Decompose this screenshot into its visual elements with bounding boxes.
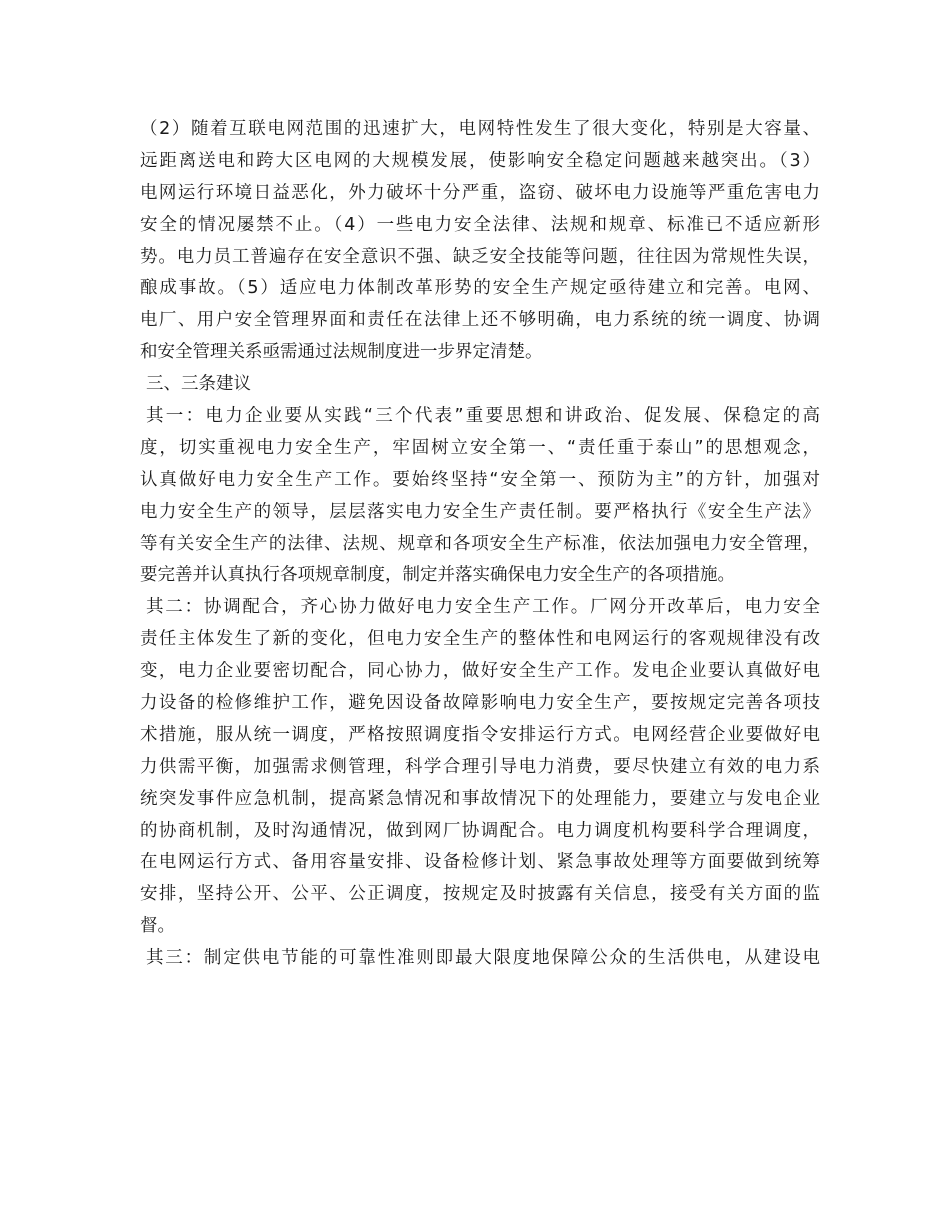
text-line: 要完善并认真执行各项规章制度，制定并落实确保电力安全生产的各项措施。 [140, 565, 735, 586]
text-line: （2）随着互联电网范围的迅速扩大，电网特性发生了很大变化，特别是大容量、 [140, 119, 820, 139]
text-line: 力设备的检修维护工作，避免因设备故障影响电力安全生产，要按规定完善各项技 [140, 693, 820, 714]
text-line: 电力安全生产的领导，层层落实电力安全生产责任制。要严格执行《安全生产法》 [140, 501, 820, 522]
text-line: 和安全管理关系亟需通过法规制度进一步界定清楚。 [140, 342, 543, 363]
text-line: 力供需平衡，加强需求侧管理，科学合理引导电力消费，要尽快建立有效的电力系 [140, 756, 820, 777]
text-line: 势。电力员工普遍存在安全意识不强、缺乏安全技能等问题，往往因为常规性失误， [140, 246, 820, 267]
text-line: 安排，坚持公开、公平、公正调度，按规定及时披露有关信息，接受有关方面的监 [140, 884, 820, 905]
text-line: 术措施，服从统一调度，严格按照调度指令安排运行方式。电网经营企业要做好电 [140, 724, 820, 745]
text-line: 变，电力企业要密切配合，同心协力，做好安全生产工作。发电企业要认真做好电 [140, 661, 820, 682]
text-line: 其一：电力企业要从实践“三个代表”重要思想和讲政治、促发展、保稳定的高 [146, 406, 820, 427]
text-line: 电厂、用户安全管理界面和责任在法律上还不够明确，电力系统的统一调度、协调 [140, 310, 820, 331]
text-line: 等有关安全生产的法律、法规、规章和各项安全生产标准，依法加强电力安全管理， [140, 533, 820, 554]
text-line: 责任主体发生了新的变化，但电力安全生产的整体性和电网运行的客观规律没有改 [140, 629, 820, 650]
text-line: 三、三条建议 [146, 374, 251, 395]
text-line: 其二：协调配合，齐心协力做好电力安全生产工作。厂网分开改革后，电力安全 [146, 597, 820, 618]
document-body [140, 114, 820, 975]
text-line: 安全的情况屡禁不止。（4）一些电力安全法律、法规和规章、标准已不适应新形 [140, 214, 820, 235]
text-line: 统突发事件应急机制，提高紧急情况和事故情况下的处理能力，要建立与发电企业 [140, 788, 820, 809]
text-line: 酿成事故。（5）适应电力体制改革形势的安全生产规定亟待建立和完善。电网、 [140, 278, 820, 299]
text-line: 电网运行环境日益恶化，外力破坏十分严重，盗窃、破坏电力设施等严重危害电力 [140, 182, 820, 203]
text-line: 度，切实重视电力安全生产，牢固树立安全第一、“责任重于泰山”的思想观念， [140, 437, 820, 458]
text-line: 远距离送电和跨大区电网的大规模发展，使影响安全稳定问题越来越突出。（3） [140, 150, 820, 171]
text-line: 认真做好电力安全生产工作。要始终坚持“安全第一、预防为主”的方针，加强对 [140, 469, 820, 490]
text-line: 在电网运行方式、备用容量安排、设备检修计划、紧急事故处理等方面要做到统筹 [140, 852, 820, 873]
text-line: 的协商机制，及时沟通情况，做到网厂协调配合。电力调度机构要科学合理调度， [140, 820, 820, 841]
text-line: 督。 [140, 916, 175, 937]
text-line: 其三：制定供电节能的可靠性准则即最大限度地保障公众的生活供电，从建设电 [146, 948, 820, 969]
